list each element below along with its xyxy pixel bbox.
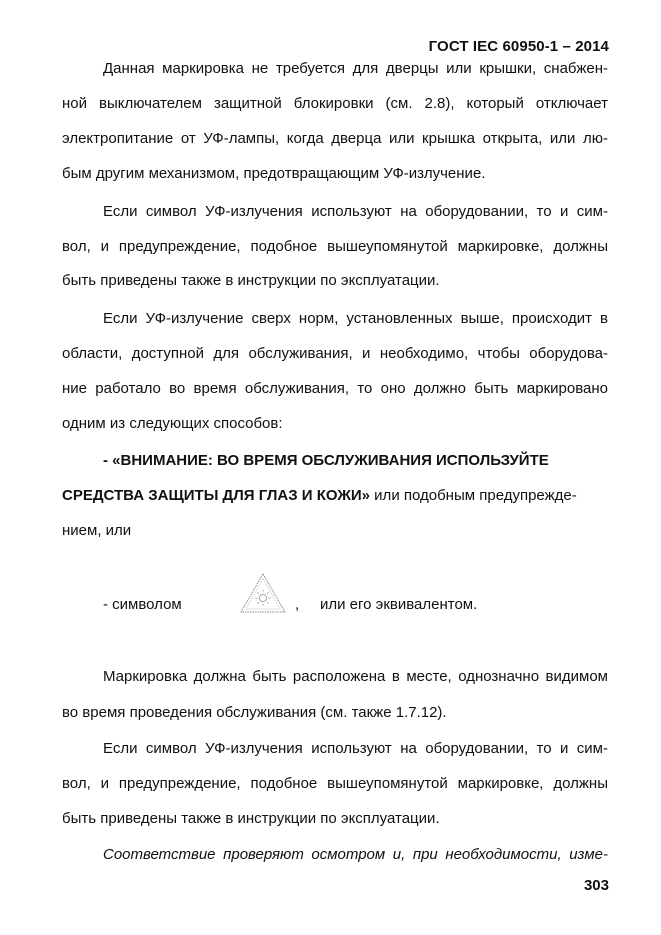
paragraph-2-line-3: быть приведены также в инструкции по эксплуатации. — [62, 272, 440, 289]
symbol-comma: , — [295, 596, 300, 613]
symbol-row — [103, 572, 608, 616]
warning-text-rest: или подобным предупрежде- — [370, 487, 577, 504]
paragraph-5-line-2: во время проведения обслуживания (см. также 1.7.12). — [62, 704, 447, 721]
warning-text-line-3: нием, или — [62, 522, 132, 539]
paragraph-5-line-1: Маркировка должна быть расположена в месте, однозначно видимом — [103, 668, 608, 685]
paragraph-1-line-3: электропитание от УФ-лампы, когда дверца или крышка открыта, или лю- — [62, 130, 608, 147]
warning-text-line-1: - «ВНИМАНИЕ: ВО ВРЕМЯ ОБСЛУЖИВАНИЯ ИСПОЛЬЗУЙТЕ — [103, 452, 549, 469]
paragraph-2-line-1: Если символ УФ-излучения используют на оборудовании, то и сим- — [103, 203, 608, 220]
symbol-label: - символом — [103, 596, 182, 613]
paragraph-3-line-3: ние работало во время обслуживания, то оно должно быть маркировано — [62, 380, 608, 397]
paragraph-7-line-1: Соответствие проверяют осмотром и, при необходимости, изме- — [103, 846, 608, 863]
document-header: ГОСТ IEC 60950-1 – 2014 — [428, 38, 609, 55]
page-number: 303 — [583, 877, 609, 894]
paragraph-3-line-4: одним из следующих способов: — [62, 415, 283, 432]
paragraph-1-line-1: Данная маркировка не требуется для дверцы или крышки, снабжен- — [103, 60, 608, 77]
paragraph-6-line-1: Если символ УФ-излучения используют на оборудовании, то и сим- — [103, 740, 608, 757]
paragraph-3-line-1: Если УФ-излучение сверх норм, установленных выше, происходит в — [103, 310, 608, 327]
warning-text-bold: СРЕДСТВА ЗАЩИТЫ ДЛЯ ГЛАЗ И КОЖИ» — [62, 487, 371, 504]
uv-radiation-warning-icon — [239, 572, 287, 614]
warning-text-line-2 — [62, 487, 608, 505]
paragraph-1-line-2: ной выключателем защитной блокировки (см. 2.8), который отключает — [62, 95, 608, 112]
paragraph-6-line-3: быть приведены также в инструкции по эксплуатации. — [62, 810, 440, 827]
paragraph-3-line-2: области, доступной для обслуживания, и необходимо, чтобы оборудова- — [62, 345, 608, 362]
paragraph-1-line-4: бым другим механизмом, предотвращающим УФ-излучение. — [62, 165, 486, 182]
paragraph-2-line-2: вол, и предупреждение, подобное вышеупомянутой маркировке, должны — [62, 238, 608, 255]
symbol-after-text: или его эквивалентом. — [320, 596, 478, 613]
paragraph-6-line-2: вол, и предупреждение, подобное вышеупомянутой маркировке, должны — [62, 775, 608, 792]
